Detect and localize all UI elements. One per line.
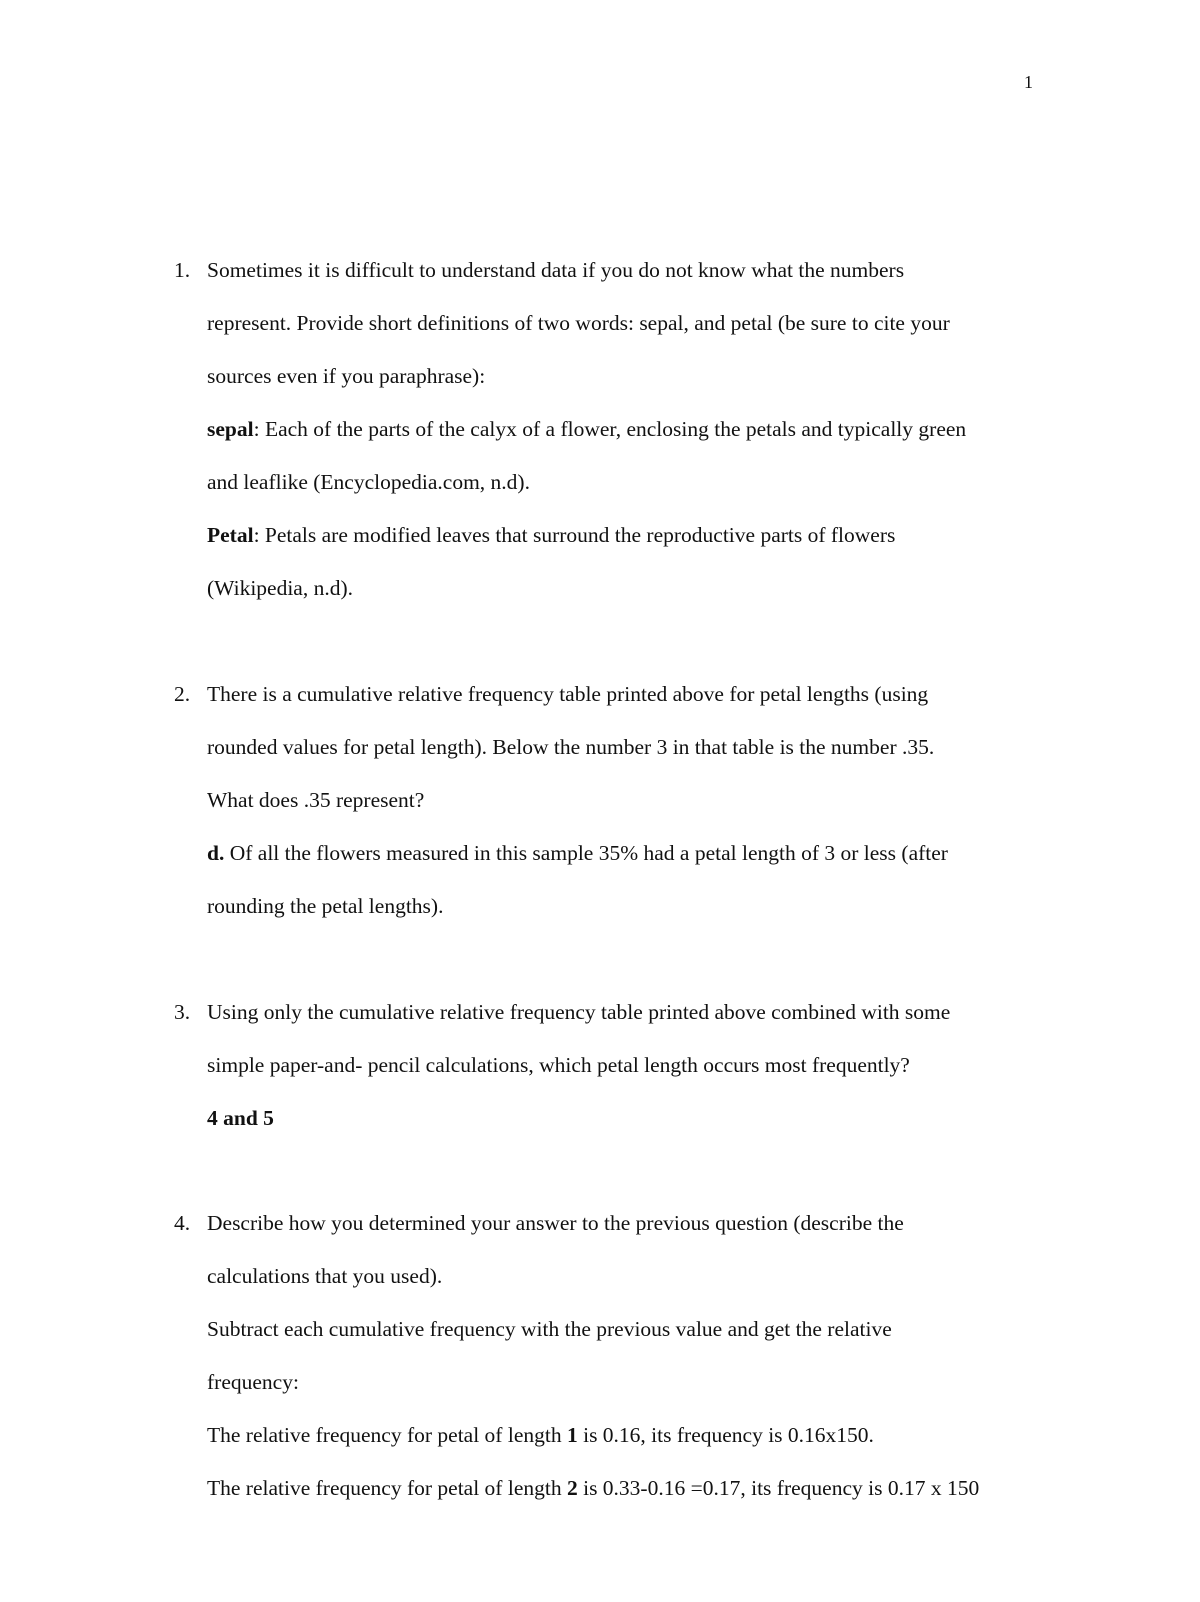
question-1-line-1: Sometimes it is difficult to understand data if you do not know what the numbers: [207, 258, 905, 282]
definition-petal: : Petals are modified leaves that surround the reproductive parts of flowers: [253, 523, 896, 547]
answer-4-line-4: [207, 1478, 979, 1500]
answer-1-line-4: (Wikipedia, n.d).: [207, 576, 354, 600]
item-number-3: 3.: [174, 1000, 191, 1024]
length-1: 1: [566, 1423, 578, 1447]
item-number-2: 2.: [174, 682, 191, 706]
answer-2-line-2: rounding the petal lengths).: [207, 894, 444, 918]
answer-4-line-3: [207, 1425, 874, 1447]
question-1-line-3: sources even if you paraphrase):: [207, 364, 486, 388]
question-1-line-2: represent. Provide short definitions of two words: sepal, and petal (be sure to cite your: [207, 311, 950, 335]
answer-2-line-1: [207, 843, 948, 865]
item-number-1: 1.: [174, 258, 191, 282]
question-2-line-3: What does .35 represent?: [207, 788, 425, 812]
answer-2-label: d.: [207, 841, 225, 865]
question-3-line-2: simple paper-and- pencil calculations, which petal length occurs most frequently?: [207, 1053, 910, 1077]
question-4-line-1: Describe how you determined your answer to the previous question (describe the: [207, 1211, 904, 1235]
answer-1-line-3: [207, 525, 895, 547]
term-petal: Petal: [207, 523, 254, 547]
answer-4-line-4-prefix: The relative frequency for petal of length: [207, 1476, 567, 1500]
answer-4-line-4-suffix: is 0.33-0.16 =0.17, its frequency is 0.17 x 150: [577, 1476, 980, 1500]
length-2: 2: [566, 1476, 578, 1500]
page-number: 1: [1024, 72, 1033, 92]
question-3-line-1: Using only the cumulative relative frequency table printed above combined with some: [207, 1000, 951, 1024]
definition-sepal: : Each of the parts of the calyx of a flower, enclosing the petals and typically green: [253, 417, 967, 441]
question-2-line-1: There is a cumulative relative frequency table printed above for petal lengths (using: [207, 682, 929, 706]
answer-1-line-1: [207, 419, 966, 441]
item-number-4: 4.: [174, 1211, 191, 1235]
answer-4-line-3-prefix: The relative frequency for petal of length: [207, 1423, 567, 1447]
answer-4-line-3-suffix: is 0.16, its frequency is 0.16x150.: [577, 1423, 874, 1447]
question-2-line-2: rounded values for petal length). Below the number 3 in that table is the number .35.: [207, 735, 935, 759]
answer-4-line-2: frequency:: [207, 1370, 299, 1394]
answer-3: 4 and 5: [207, 1106, 274, 1130]
answer-2-text: Of all the flowers measured in this sample 35% had a petal length of 3 or less (after: [224, 841, 948, 865]
term-sepal: sepal: [207, 417, 254, 441]
answer-1-line-2: and leaflike (Encyclopedia.com, n.d).: [207, 470, 530, 494]
question-4-line-2: calculations that you used).: [207, 1264, 443, 1288]
answer-4-line-1: Subtract each cumulative frequency with the previous value and get the relative: [207, 1317, 892, 1341]
